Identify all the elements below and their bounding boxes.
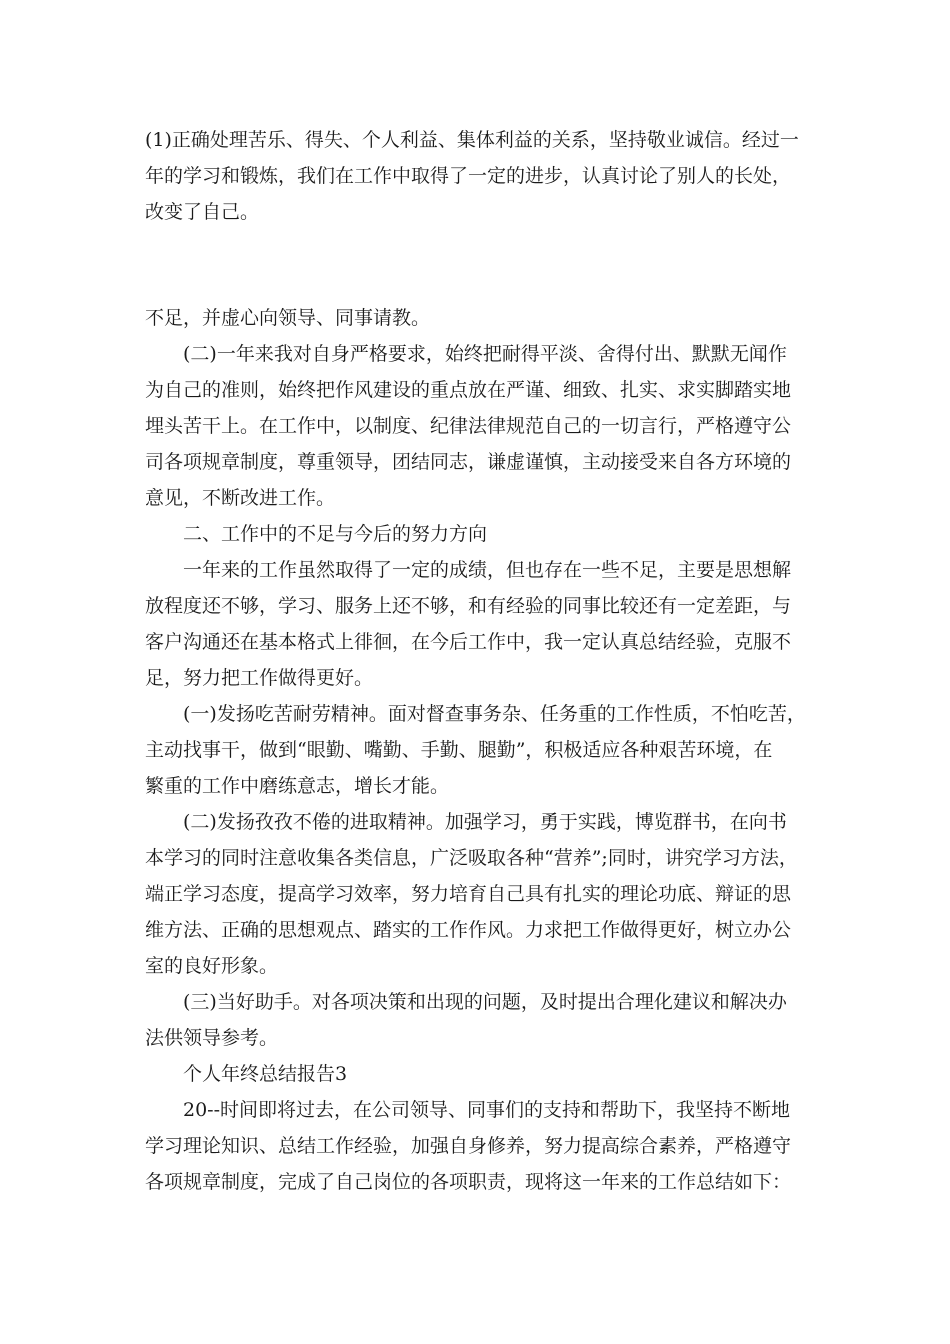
report-title: 个人年终总结报告3 <box>183 1063 348 1085</box>
paragraph-line: 学习理论知识、总结工作经验，加强自身修养，努力提高综合素养，严格遵守 <box>145 1135 792 1157</box>
paragraph-line: 放程度还不够，学习、服务上还不够，和有经验的同事比较还有一定差距，与 <box>145 595 792 617</box>
paragraph-line: (二)一年来我对自身严格要求，始终把耐得平淡、舍得付出、默默无闻作 <box>183 343 787 365</box>
paragraph-line: 20--时间即将过去，在公司领导、同事们的支持和帮助下，我坚持不断地 <box>183 1099 791 1121</box>
paragraph-line: 本学习的同时注意收集各类信息，广泛吸取各种“营养”;同时，讲究学习方法， <box>145 847 798 869</box>
paragraph-line: (一)发扬吃苦耐劳精神。面对督查事务杂、任务重的工作性质，不怕吃苦， <box>183 703 806 725</box>
paragraph-line: 年的学习和锻炼，我们在工作中取得了一定的进步，认真讨论了别人的长处， <box>145 165 792 187</box>
paragraph-line: 维方法、正确的思想观点、踏实的工作作风。力求把工作做得更好，树立办公 <box>145 919 792 941</box>
section-heading: 二、工作中的不足与今后的努力方向 <box>183 523 488 545</box>
paragraph-line: 主动找事干，做到“眼勤、嘴勤、手勤、腿勤”，积极适应各种艰苦环境，在 <box>145 739 773 761</box>
paragraph-line: 各项规章制度，完成了自己岗位的各项职责，现将这一年来的工作总结如下： <box>145 1171 792 1193</box>
paragraph-line: 足，努力把工作做得更好。 <box>145 667 374 689</box>
paragraph-line: 室的良好形象。 <box>145 955 279 977</box>
paragraph-line: 为自己的准则，始终把作风建设的重点放在严谨、细致、扎实、求实脚踏实地 <box>145 379 792 401</box>
paragraph-line: 端正学习态度，提高学习效率，努力培育自己具有扎实的理论功底、辩证的思 <box>145 883 792 905</box>
paragraph-line: 司各项规章制度，尊重领导，团结同志，谦虚谨慎，主动接受来自各方环境的 <box>145 451 792 473</box>
paragraph-line: (二)发扬孜孜不倦的进取精神。加强学习，勇于实践，博览群书，在向书 <box>183 811 787 833</box>
paragraph-line: (三)当好助手。对各项决策和出现的问题，及时提出合理化建议和解决办 <box>183 991 787 1013</box>
paragraph-line: 改变了自己。 <box>145 201 260 223</box>
paragraph-line: 法供领导参考。 <box>145 1027 279 1049</box>
paragraph-line: (1)正确处理苦乐、得失、个人利益、集体利益的关系，坚持敬业诚信。经过一 <box>145 129 799 151</box>
paragraph-line: 客户沟通还在基本格式上徘徊，在今后工作中，我一定认真总结经验，克服不 <box>145 631 792 653</box>
paragraph-line: 埋头苦干上。在工作中，以制度、纪律法律规范自己的一切言行，严格遵守公 <box>145 415 792 437</box>
paragraph-line: 意见，不断改进工作。 <box>145 487 336 509</box>
paragraph-line: 不足，并虚心向领导、同事请教。 <box>145 307 431 329</box>
paragraph-line: 一年来的工作虽然取得了一定的成绩，但也存在一些不足，主要是思想解 <box>183 559 792 581</box>
paragraph-line: 繁重的工作中磨练意志，增长才能。 <box>145 775 450 797</box>
